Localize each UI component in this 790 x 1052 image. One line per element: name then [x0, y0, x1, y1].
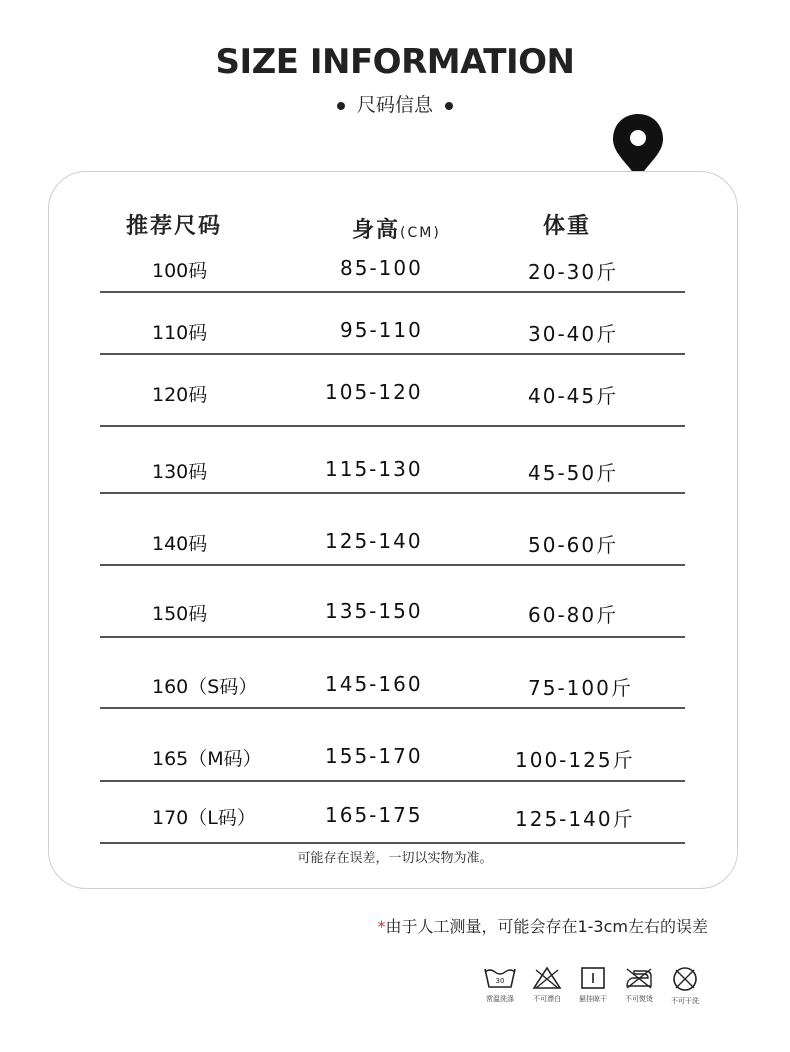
care-no-iron [616, 966, 662, 1004]
row-divider [100, 564, 685, 566]
page-title: SIZE INFORMATION [215, 42, 575, 82]
size-cell: 120码 [152, 384, 208, 406]
care-label: 常温洗涤 [486, 995, 514, 1003]
measurement-warning [377, 914, 708, 937]
header-height [352, 213, 441, 244]
wash-30-icon [483, 966, 517, 990]
height-cell: 165-175 [325, 803, 423, 827]
weight-cell: 30-40斤 [528, 322, 619, 346]
size-cell: 100码 [152, 260, 208, 282]
care-wash-30 [477, 966, 523, 1004]
no-dry-clean-icon [671, 966, 699, 992]
row-divider [100, 780, 685, 782]
row-divider [100, 492, 685, 494]
size-cell: 165（M码） [152, 748, 262, 770]
no-iron-icon [624, 966, 654, 990]
row-divider [100, 425, 685, 427]
svg-text:30: 30 [495, 977, 505, 985]
size-cell: 140码 [152, 533, 208, 555]
row-divider [100, 291, 685, 293]
row-divider [100, 842, 685, 844]
no-bleach-icon [532, 966, 562, 990]
warning-text: 由于人工测量，可能会存在1-3cm左右的误差 [385, 917, 708, 936]
height-cell: 105-120 [325, 380, 423, 404]
size-cell: 130码 [152, 461, 208, 483]
care-label: 不可漂白 [533, 995, 561, 1003]
height-cell: 145-160 [325, 672, 423, 696]
size-cell: 160（S码） [152, 676, 258, 698]
care-no-bleach [524, 966, 570, 1004]
weight-cell: 50-60斤 [528, 533, 619, 557]
bullet-dot-icon [337, 102, 345, 110]
size-cell: 150码 [152, 603, 208, 625]
height-cell: 115-130 [325, 457, 423, 481]
weight-cell: 40-45斤 [528, 384, 619, 408]
row-divider [100, 707, 685, 709]
care-label: 不可熨烫 [625, 995, 653, 1003]
table-note: 可能存在误差，一切以实物为准。 [297, 851, 493, 866]
row-divider [100, 636, 685, 638]
header-size: 推荐尺码 [126, 214, 223, 239]
care-label: 悬挂晾干 [579, 995, 607, 1003]
height-cell: 95-110 [340, 318, 423, 342]
weight-cell: 125-140斤 [515, 807, 635, 831]
header-height-label: 身高 [352, 218, 401, 243]
weight-cell: 60-80斤 [528, 603, 619, 627]
bullet-dot-icon [445, 102, 453, 110]
care-hang-dry [570, 966, 616, 1004]
height-cell: 155-170 [325, 744, 423, 768]
weight-cell: 100-125斤 [515, 748, 635, 772]
hang-dry-icon [580, 966, 606, 990]
warning-star: * [377, 917, 386, 936]
subtitle-text: 尺码信息 [356, 94, 433, 116]
page-subtitle [0, 90, 790, 117]
height-cell: 125-140 [325, 529, 423, 553]
weight-cell: 75-100斤 [528, 676, 633, 700]
care-no-dry-clean [662, 966, 708, 1006]
size-cell: 170（L码） [152, 807, 256, 829]
header-weight: 体重 [543, 214, 592, 239]
header-height-unit: (CM) [400, 225, 441, 241]
weight-cell: 45-50斤 [528, 461, 619, 485]
height-cell: 135-150 [325, 599, 423, 623]
row-divider [100, 353, 685, 355]
weight-cell: 20-30斤 [528, 260, 619, 284]
height-cell: 85-100 [340, 256, 423, 280]
care-label: 不可干洗 [671, 997, 699, 1005]
size-cell: 110码 [152, 322, 208, 344]
